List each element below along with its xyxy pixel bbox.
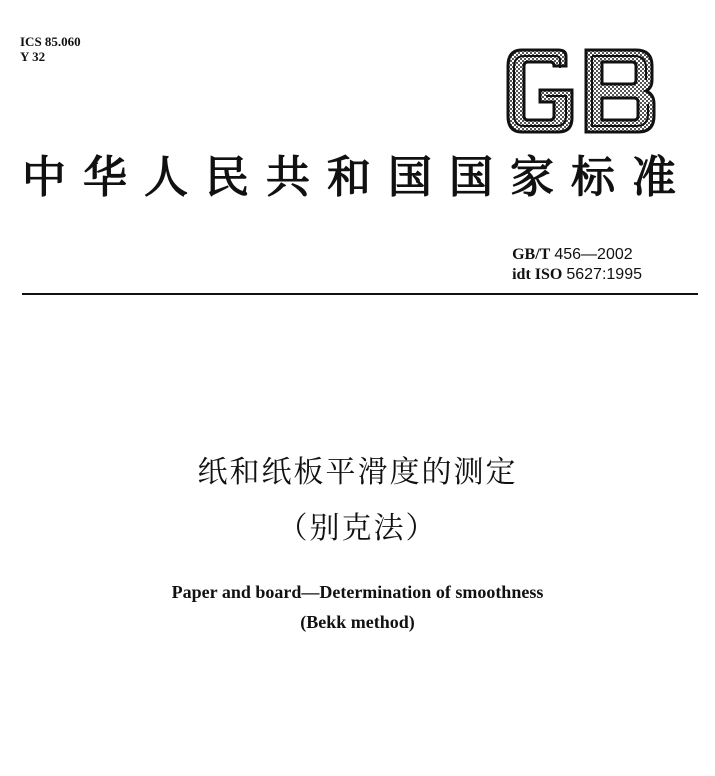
- class-code: Y 32: [20, 49, 46, 64]
- idt-reference: [512, 264, 642, 284]
- gb-logo-icon: [500, 46, 660, 136]
- header-divider: [22, 293, 698, 295]
- classification-codes: [20, 34, 81, 64]
- standard-number-prefix: GB/T: [512, 246, 551, 263]
- english-title: Paper and board—Determination of smoothness: [171, 582, 544, 602]
- idt-number: 5627:1995: [566, 266, 642, 283]
- standard-number: [512, 244, 642, 264]
- chinese-title: 纸和纸板平滑度的测定: [197, 455, 518, 490]
- idt-prefix: idt ISO: [512, 266, 563, 283]
- ics-code: ICS 85.060: [20, 34, 81, 49]
- chinese-subtitle: （别克法）: [277, 511, 438, 546]
- english-subtitle: (Bekk method): [300, 612, 415, 632]
- standard-codes: [512, 244, 642, 284]
- standard-number-value: 456—2002: [554, 246, 633, 263]
- national-standard-title: 中华人民共和国国家标准: [22, 152, 693, 203]
